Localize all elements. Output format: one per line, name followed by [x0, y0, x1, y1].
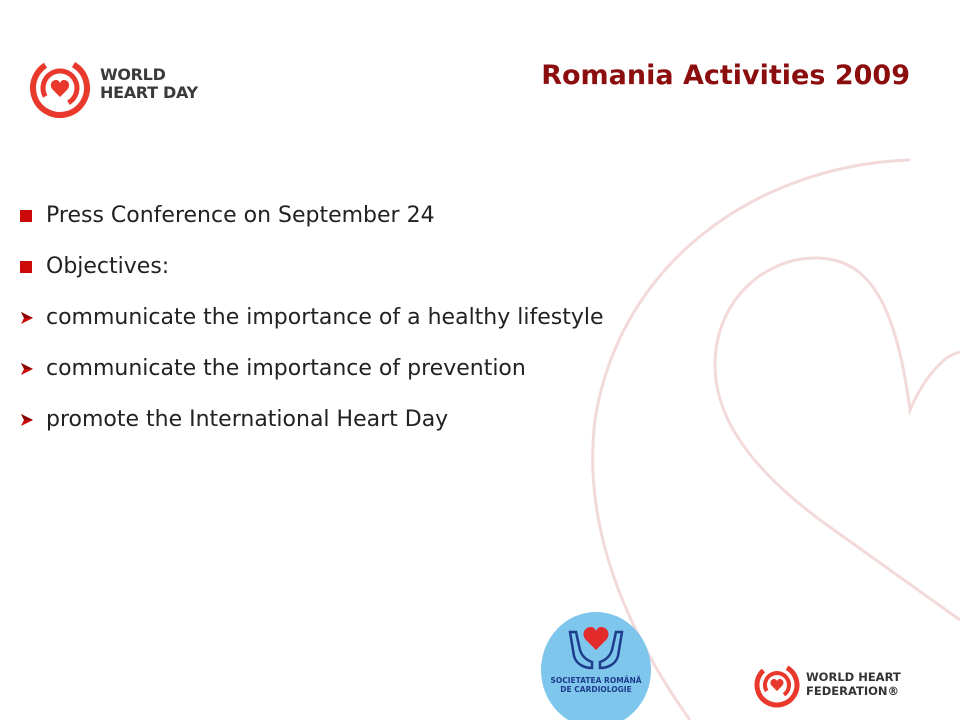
arrow-bullet-icon	[20, 413, 34, 427]
bullet-text: communicate the importance of prevention	[46, 356, 526, 381]
federation-line-1: WORLD HEART	[806, 670, 901, 684]
bullet-text: Objectives:	[46, 254, 170, 279]
list-item	[20, 394, 604, 445]
federation-line-2: FEDERATION®	[806, 684, 899, 698]
slide-title: Romania Activities 2009	[541, 60, 910, 91]
logo-line-2: HEART DAY	[100, 83, 198, 102]
society-line-1: SOCIETATEA ROMÂNĂ	[550, 676, 642, 685]
world-heart-federation-logo	[752, 660, 802, 710]
list-item	[20, 343, 604, 394]
bullet-text: communicate the importance of a healthy lifestyle	[46, 305, 604, 330]
list-item	[20, 190, 604, 241]
federation-wordmark	[806, 670, 901, 698]
society-line-2: DE CARDIOLOGIE	[560, 685, 632, 694]
logo-line-1: WORLD	[100, 65, 166, 84]
arrow-bullet-icon	[20, 311, 34, 325]
arrow-bullet-icon	[20, 362, 34, 376]
society-cardiology-badge	[540, 610, 652, 720]
society-badge-text	[540, 676, 652, 694]
bullet-text: Press Conference on September 24	[46, 203, 435, 228]
logo-wordmark	[100, 66, 198, 102]
bullet-list	[20, 190, 604, 445]
bullet-square-icon	[20, 261, 32, 273]
bullet-square-icon	[20, 210, 32, 222]
list-item	[20, 292, 604, 343]
list-item	[20, 241, 604, 292]
bullet-text: promote the International Heart Day	[46, 407, 449, 432]
